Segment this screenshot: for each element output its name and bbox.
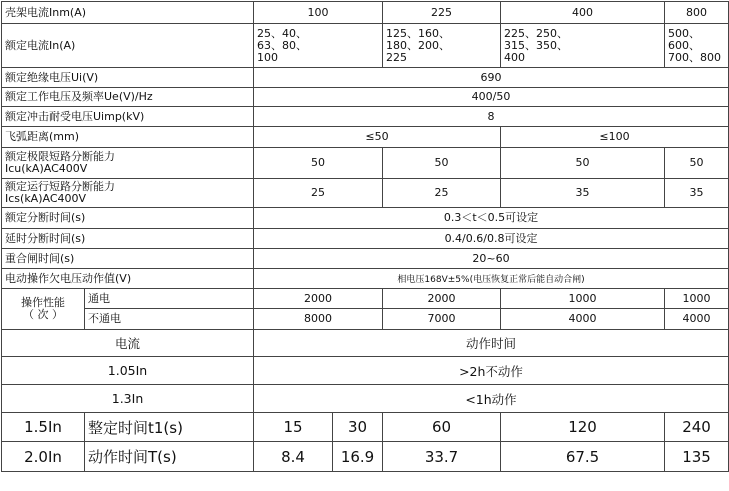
row-delay-time <box>2 229 729 249</box>
endurance-powered-400: 1000 <box>501 289 665 309</box>
ics-400: 35 <box>501 179 665 208</box>
endurance-unpowered-225: 7000 <box>383 309 501 330</box>
row-break-time <box>2 208 729 229</box>
t1-value-1: 15 <box>254 413 333 442</box>
row-1-5in-label: 1.5In <box>2 413 85 442</box>
icu-225: 50 <box>383 148 501 179</box>
icu-400: 50 <box>501 148 665 179</box>
endurance-unpowered-800: 4000 <box>665 309 729 330</box>
endurance-powered-label: 通电 <box>85 289 254 309</box>
endurance-unpowered-label: 不通电 <box>85 309 254 330</box>
row-endurance-powered <box>2 289 729 309</box>
t1-value-2: 30 <box>333 413 383 442</box>
t-value-2: 16.9 <box>333 442 383 472</box>
row-ics <box>2 179 729 208</box>
endurance-label-line2: （ 次 ） <box>23 308 63 321</box>
endurance-unpowered-100: 8000 <box>254 309 383 330</box>
row-insulation-voltage <box>2 68 729 88</box>
impulse-voltage-label: 额定冲击耐受电压Uimp(kV) <box>2 107 254 127</box>
endurance-label <box>2 289 85 330</box>
icu-800: 50 <box>665 148 729 179</box>
t-value-4: 67.5 <box>501 442 665 472</box>
t-value-1: 8.4 <box>254 442 333 472</box>
delay-time-label: 延时分断时间(s) <box>2 229 254 249</box>
frame-current-400: 400 <box>501 2 665 24</box>
t1-value-4: 120 <box>501 413 665 442</box>
row-1-5in <box>2 413 729 442</box>
row-endurance-unpowered <box>2 309 729 330</box>
frame-current-label: 壳架电流Inm(A) <box>2 2 254 24</box>
rated-current-225: 125、160、 180、200、 225 <box>383 24 501 68</box>
row-rated-current <box>2 24 729 68</box>
frame-current-800: 800 <box>665 2 729 24</box>
row-2-0in-sublabel: 动作时间T(s) <box>85 442 254 472</box>
t-value-3: 33.7 <box>383 442 501 472</box>
reclose-time-value: 20~60 <box>254 249 729 269</box>
row-1-05in-value: >2h不动作 <box>254 357 729 385</box>
row-2-0in-label: 2.0In <box>2 442 85 472</box>
row-reclose-time <box>2 249 729 269</box>
insulation-voltage-value: 690 <box>254 68 729 88</box>
row-arc-distance <box>2 127 729 148</box>
row-impulse-voltage <box>2 107 729 127</box>
operating-voltage-value: 400/50 <box>254 88 729 107</box>
ics-label <box>2 179 254 208</box>
current-header-value: 动作时间 <box>254 330 729 357</box>
ics-800: 35 <box>665 179 729 208</box>
ics-100: 25 <box>254 179 383 208</box>
row-operating-voltage <box>2 88 729 107</box>
rated-current-800: 500、600、 700、800 <box>665 24 729 68</box>
row-1-05in-label: 1.05In <box>2 357 254 385</box>
icu-label-line1: 额定极限短路分断能力 <box>5 150 115 163</box>
row-1-5in-sublabel: 整定时间t1(s) <box>85 413 254 442</box>
ics-label-line2: Ics(kA)AC400V <box>5 192 87 205</box>
endurance-unpowered-400: 4000 <box>501 309 665 330</box>
undervoltage-label: 电动操作欠电压动作值(V) <box>2 269 254 289</box>
icu-100: 50 <box>254 148 383 179</box>
arc-distance-small: ≤50 <box>254 127 501 148</box>
arc-distance-label: 飞弧距离(mm) <box>2 127 254 148</box>
break-time-label: 额定分断时间(s) <box>2 208 254 229</box>
icu-label-line2: Icu(kA)AC400V <box>5 162 88 175</box>
row-1-3in-label: 1.3In <box>2 385 254 413</box>
spec-table <box>1 1 729 472</box>
undervoltage-value: 相电压168V±5%(电压恢复正常后能自动合闸) <box>254 269 729 289</box>
endurance-label-line1: 操作性能 <box>21 296 65 309</box>
rated-current-400: 225、250、 315、350、 400 <box>501 24 665 68</box>
endurance-powered-800: 1000 <box>665 289 729 309</box>
reclose-time-label: 重合闸时间(s) <box>2 249 254 269</box>
break-time-value: 0.3＜t＜0.5可设定 <box>254 208 729 229</box>
ics-225: 25 <box>383 179 501 208</box>
frame-current-100: 100 <box>254 2 383 24</box>
icu-label <box>2 148 254 179</box>
insulation-voltage-label: 额定绝缘电压Ui(V) <box>2 68 254 88</box>
current-header-label: 电流 <box>2 330 254 357</box>
row-2-0in <box>2 442 729 472</box>
row-1-05in <box>2 357 729 385</box>
endurance-powered-225: 2000 <box>383 289 501 309</box>
t1-value-3: 60 <box>383 413 501 442</box>
row-frame-current <box>2 2 729 24</box>
t-value-5: 135 <box>665 442 729 472</box>
row-1-3in <box>2 385 729 413</box>
rated-current-100: 25、40、 63、80、 100 <box>254 24 383 68</box>
row-1-3in-value: <1h动作 <box>254 385 729 413</box>
impulse-voltage-value: 8 <box>254 107 729 127</box>
row-undervoltage <box>2 269 729 289</box>
ics-label-line1: 额定运行短路分断能力 <box>5 180 115 193</box>
endurance-powered-100: 2000 <box>254 289 383 309</box>
rated-current-label: 额定电流In(A) <box>2 24 254 68</box>
delay-time-value: 0.4/0.6/0.8可设定 <box>254 229 729 249</box>
arc-distance-large: ≤100 <box>501 127 729 148</box>
operating-voltage-label: 额定工作电压及频率Ue(V)/Hz <box>2 88 254 107</box>
t1-value-5: 240 <box>665 413 729 442</box>
row-current-header <box>2 330 729 357</box>
row-icu <box>2 148 729 179</box>
frame-current-225: 225 <box>383 2 501 24</box>
